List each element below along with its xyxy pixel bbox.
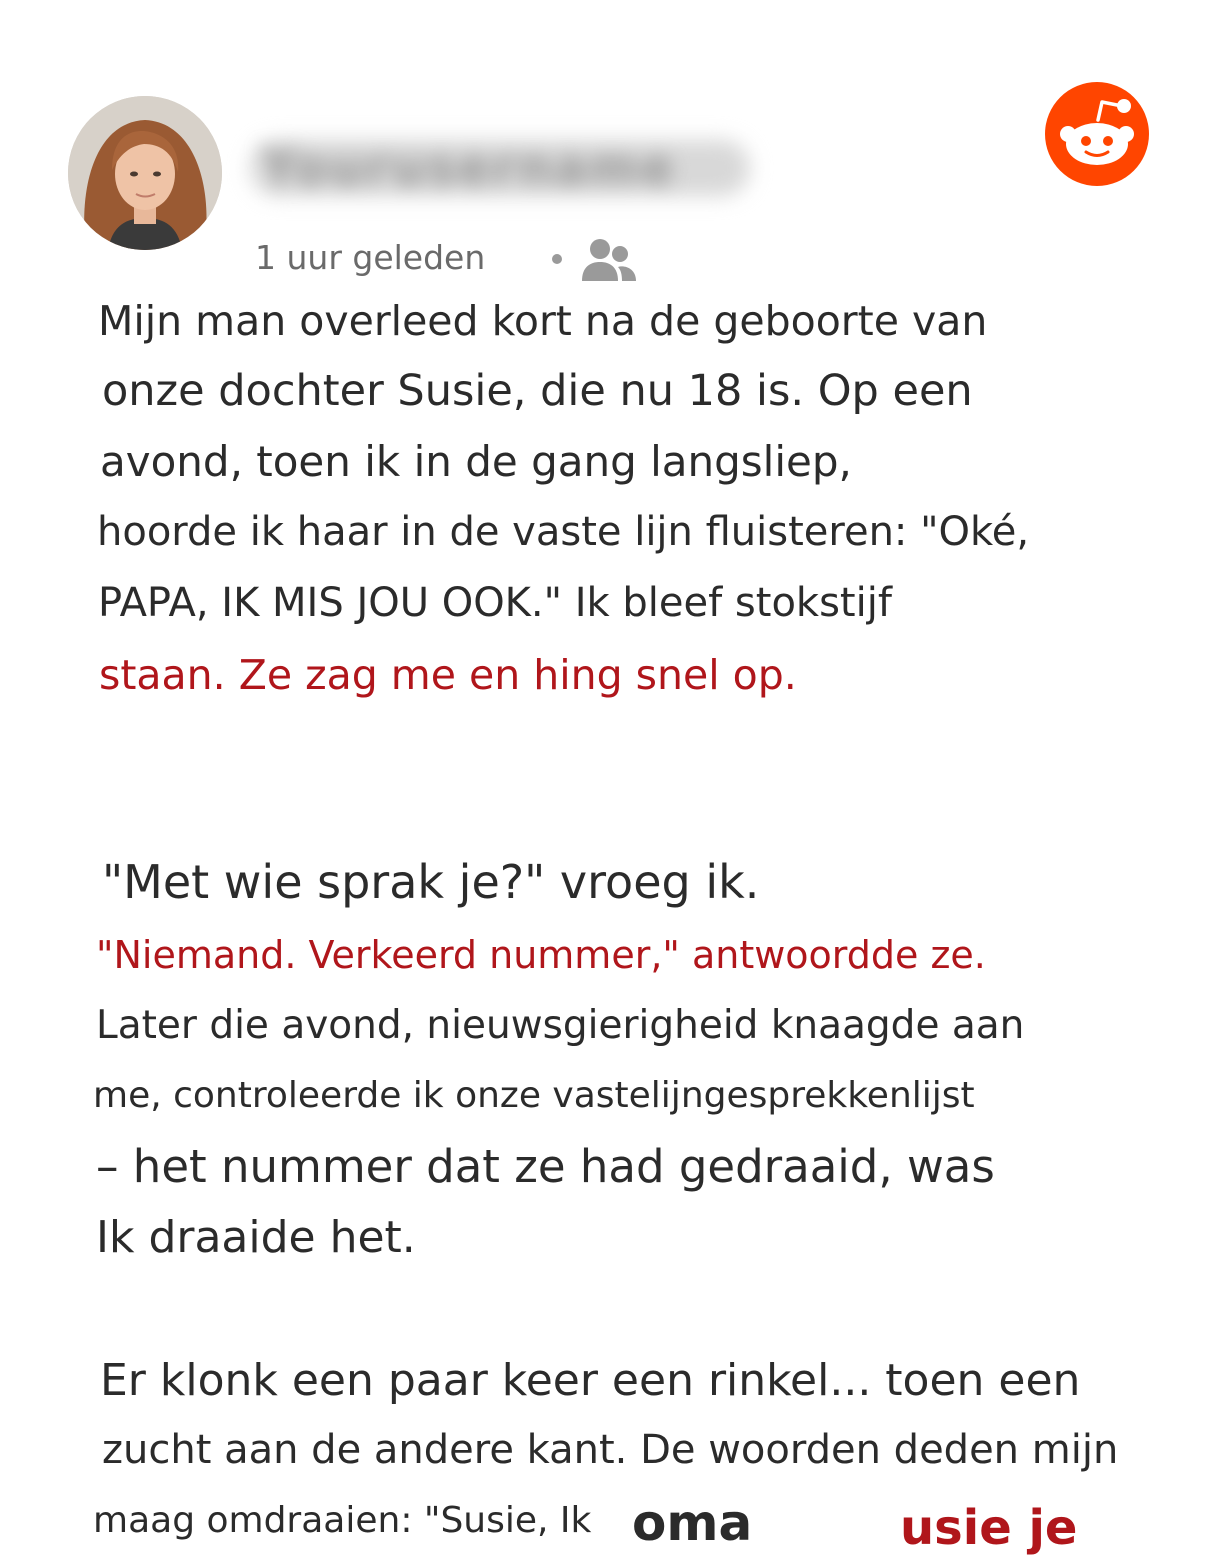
post-text-line: – het nummer dat ze had gedraaid, was [96, 1140, 995, 1193]
group-icon [580, 237, 638, 283]
post-text-line: Later die avond, nieuwsgierigheid knaagde aan [96, 1003, 1025, 1048]
post-text-line: Er klonk een paar keer een rinkel... toen een [100, 1355, 1081, 1406]
separator-dot [552, 254, 562, 264]
avatar[interactable] [68, 96, 222, 250]
post-text-line: me, controleerde ik onze vastelijngesprekkenlijst [93, 1075, 975, 1116]
username[interactable]: Yourusername [262, 140, 676, 196]
post-text-line-highlight: "Niemand. Verkeerd nummer," antwoordde ze. [96, 933, 986, 977]
cut-off-text-fragment: usie je [900, 1500, 1078, 1556]
post-text-line: Mijn man overleed kort na de geboorte van [98, 297, 988, 345]
avatar-photo [68, 96, 222, 250]
post-text-line: zucht aan de andere kant. De woorden deden mijn [102, 1427, 1119, 1473]
post-text-line: hoorde ik haar in de vaste lijn fluisteren: "Oké, [97, 509, 1030, 555]
post-text-line-highlight: staan. Ze zag me en hing snel op. [99, 651, 797, 699]
reddit-logo-icon[interactable] [1042, 82, 1152, 186]
cut-off-text-fragment: oma [632, 1494, 753, 1552]
post-text-line: PAPA, IK MIS JOU OOK." Ik bleef stokstijf [98, 580, 892, 626]
post-timestamp: 1 uur geleden [255, 238, 486, 277]
post-text-line: avond, toen ik in de gang langsliep, [100, 437, 852, 486]
post-text-line: maag omdraaien: "Susie, Ik [93, 1500, 592, 1541]
post-text-line: Ik draaide het. [96, 1212, 416, 1263]
post-text-line: onze dochter Susie, die nu 18 is. Op een [102, 366, 973, 416]
post-text-line: "Met wie sprak je?" vroeg ik. [102, 855, 760, 909]
